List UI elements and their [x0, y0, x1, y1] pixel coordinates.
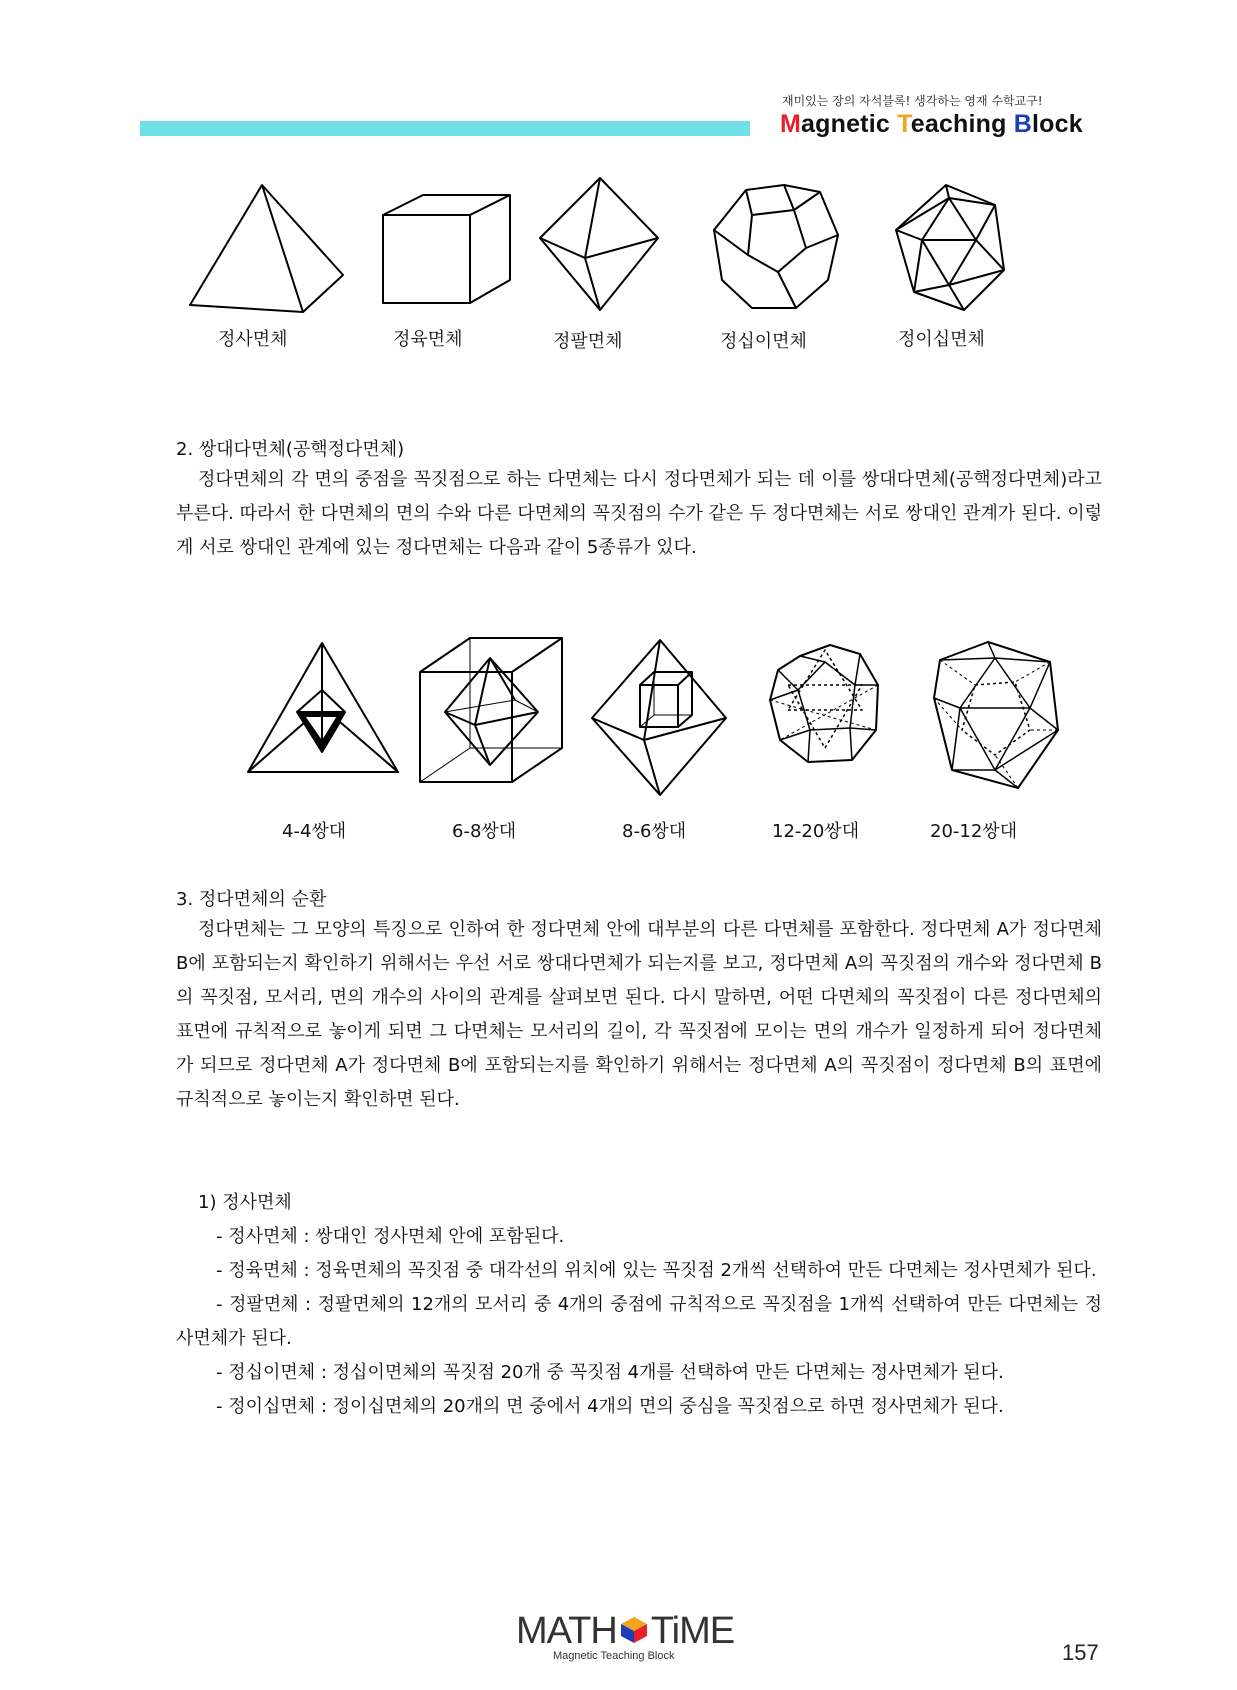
caption-dual-8-6: 8-6쌍대: [622, 821, 687, 842]
brand-logo: [780, 110, 1083, 139]
brand-b-rest: lock: [1032, 110, 1083, 138]
list-item: - 정사면체 : 쌍대인 정사면체 안에 포함된다.: [216, 1226, 565, 1247]
footer-logo-time: TiME: [650, 1610, 735, 1652]
header-tagline: 재미있는 장의 자석블록! 생각하는 영재 수학교구!: [782, 94, 1043, 108]
list-item: - 정십이면체 : 정십이면체의 꼭짓점 20개 중 꼭짓점 4개를 선택하여 만든 다면체는 정사면체가 된다.: [216, 1362, 1004, 1383]
caption-octahedron: 정팔면체: [553, 331, 623, 352]
section-2-heading: 2. 쌍대다면체(공핵정다면체): [176, 439, 405, 460]
list-item: - 정팔면체 : 정팔면체의 12개의 모서리 중 4개의 중점에 규칙적으로 꼭짓점을 1개씩 선택하여 만든 다면체는 정사면체가 된다.: [176, 1294, 1102, 1349]
brand-b: B: [1013, 110, 1033, 138]
caption-dual-12-20: 12-20쌍대: [772, 821, 860, 842]
tetrahedron-icon: [190, 185, 343, 312]
dual-20-12-icon: [934, 642, 1058, 788]
caption-dual-20-12: 20-12쌍대: [930, 821, 1018, 842]
section-3-body: [176, 913, 1102, 1117]
caption-tetrahedron: 정사면체: [218, 329, 288, 350]
dual-4-4-icon: [248, 643, 398, 772]
footer-logo-math: MATH: [516, 1610, 617, 1652]
list-item: - 정이십면체 : 정이십면체의 20개의 면 중에서 4개의 면의 중심을 꼭짓점으로 하면 정사면체가 된다.: [216, 1396, 1004, 1417]
dual-8-6-icon: [592, 640, 726, 795]
caption-cube: 정육면체: [393, 329, 463, 350]
list-item: - 정육면체 : 정육면체의 꼭짓점 중 대각선의 위치에 있는 꼭짓점 2개씩 선택하여 만든 다면체는 정사면체가 된다.: [216, 1260, 1097, 1281]
cube-icon: [619, 1615, 649, 1645]
octahedron-icon: [540, 178, 658, 310]
section-2-paragraph: 정다면체의 각 면의 중점을 꼭짓점으로 하는 다면체는 다시 정다면체가 되는 데 이를 쌍대다면체(공핵정다면체)라고 부른다. 따라서 한 다면체의 면의 수와 다른 다면체의 꼭짓점의 수가 같은 두 정다면체는 서로 쌍대인 관계가 된다. 이렇게 서로 쌍대인 관계에 있는 정다면체는 다음과 같이 5종류가 있다.: [176, 469, 1102, 558]
subsection-1: [176, 1186, 1102, 1424]
section-2-body: [176, 463, 1102, 565]
caption-dual-6-8: 6-8쌍대: [452, 821, 517, 842]
brand-t: T: [897, 110, 911, 138]
icosahedron-icon: [896, 185, 1004, 310]
platonic-solids-figure: [180, 170, 1040, 320]
footer-logo: [516, 1610, 734, 1653]
caption-icosahedron: 정이십면체: [898, 329, 985, 350]
section-3-heading: 3. 정다면체의 순환: [176, 889, 327, 910]
dual-polyhedra-figure: [240, 630, 1060, 800]
section-3-paragraph: 정다면체는 그 모양의 특징으로 인하여 한 정다면체 안에 대부분의 다른 다면체를 포함한다. 정다면체 A가 정다면체 B에 포함되는지 확인하기 위해서는 우선 서로 쌍대다면체가 되는지를 보고, 정다면체 A의 꼭짓점의 개수와 정다면체 B의 꼭짓점, 모서리, 면의 개수의 사이의 관계를 살펴보면 된다. 다시 말하면, 어떤 다면체의 꼭짓점이 다른 정다면체의 표면에 규칙적으로 놓이게 되면 그 다면체는 모서리의 길이, 각 꼭짓점에 모이는 면의 개수가 일정하게 되어 정다면체가 되므로 정다면체 A가 정다면체 B에 포함되는지를 확인하기 위해서는 정다면체 A의 꼭짓점이 정다면체 B의 표면에 규칙적으로 놓이는지 확인하면 된다.: [176, 919, 1102, 1110]
subsection-1-heading: 1) 정사면체: [198, 1192, 292, 1213]
dual-12-20-icon: [770, 645, 878, 762]
cube-icon: [383, 195, 510, 303]
header-bar: [140, 121, 750, 136]
caption-dodecahedron: 정십이면체: [720, 331, 807, 352]
footer-subtitle: Magnetic Teaching Block: [553, 1650, 675, 1662]
brand-m-rest: agnetic: [801, 110, 898, 138]
page-number: 157: [1062, 1640, 1099, 1665]
brand-m: M: [780, 110, 802, 138]
dodecahedron-icon: [714, 185, 838, 308]
dual-6-8-icon: [420, 638, 562, 782]
brand-t-rest: eaching: [910, 110, 1014, 138]
caption-dual-4-4: 4-4쌍대: [282, 821, 347, 842]
